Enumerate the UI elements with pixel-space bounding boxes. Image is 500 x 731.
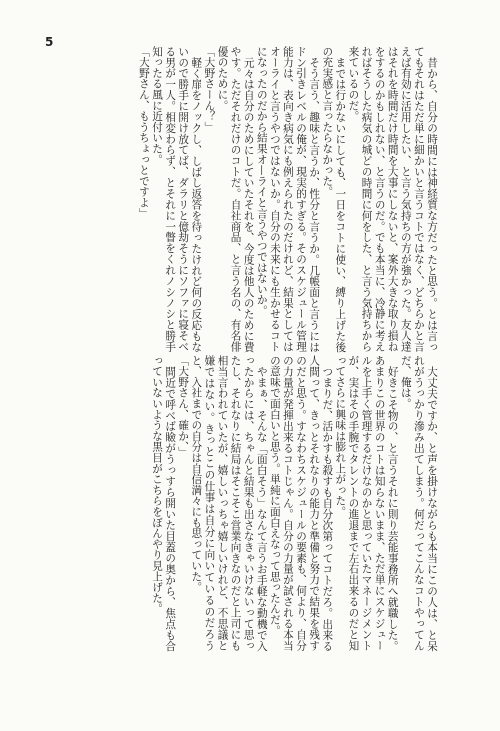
lower-paragraph: 間近で呼べば瞼がうっすら開いた目蓋の奥から、焦点も合っていないような黒目がこちらをぼんやり見上げた。: [151, 355, 177, 651]
page-number: 5: [45, 35, 54, 49]
upper-paragraph: そう言う、趣味と言うか、性分と言うか。几帳面と言うにはドン引きレベルの俺が、現実的すぎる。そのスケジュール管理能力は、表向き病気にも例えられたのだけれど、結果としてはオーライと言うやつではないか。自分の未来にも生かせるコトになったのだから結果オ—ライと言うやつではないか。: [255, 46, 321, 352]
upper-paragraph: 昔から、自分の時間には神経質な方だったと思う。とは言ってもそれはただ単に細かいと言うコトではなく、どちらかと言えば有効に活用したい、と言う気持ちの方が強かった。友人達はそれを時間だけ時間を大事にしないと、案外大きな取り損ねをするのかもしれない、と言うのだ。でも本当に、冷静に考えればそうした病気の城どの時間に何をした、と言う気持ちから来ているのだ。: [347, 46, 438, 352]
lower-paragraph: 好きこそ物の、と言うそれに則り芸能事務所へ就職した。あまりこの世界のコトは知らないまま、ただ単にスケジュールを上手く管理するだけなのかと思っていたマネージメントが、実はその手腕でタレントの進退まで左右出来るのだと知ってさらに興味は膨れ上がった。: [334, 355, 399, 651]
lower-dialogue-line: 「大野さん、確か、」: [177, 355, 190, 458]
lower-paragraph: やまぁ、そんな「面白そう」なんて言うお手軽な動機で入ったからには、ちゃんと結果も出さなきゃいけないって思ったし、それなりに結局はそこそこ営業向きなのだと上司にも相当言われていたが、嬉しいっちゃ嬉しいけれど、不思議と嫌ではない。きっとこの仕事は自分に向いているのだろうと、入社までの自分は自信満々にも思っていた。: [190, 355, 268, 651]
upper-dialogue-line: 「大野さーん？」: [203, 46, 216, 133]
lower-paragraph: 大丈夫ですか、と声を掛けながらも本当にこの人は、と呆れがうっかり滲み出てしまう。何だってこんなコトやってんだ、俺は。: [399, 355, 438, 651]
upper-paragraph: 元々は自分のためにしていたそれを、今度は他人のために費やす。ただそれだけのコトだ。自社商品、と言う名の、有名俳優のために。: [216, 46, 255, 352]
upper-paragraph: 軽く扉をノックし、しばし返答を待ったけれど何の反応もないので勝手に開け放てば、ダラリと億劫そうにソファに寝そべる男が一人。相変わらず、とそれに一瞥をくれノシノシと勝手知ったる風に近付いた。: [151, 46, 203, 352]
upper-dialogue-line: 「大野さん、もうちょっとですよ」: [137, 46, 150, 219]
upper-paragraph: までは行かないにしても、一日をコトに使い、縛り上げた後の充実感と言ったらなかった。: [321, 46, 347, 352]
lower-text-block: [67, 355, 438, 651]
upper-text-block: [67, 46, 438, 352]
lower-paragraph: つまりだ、活かすも殺すも自分次第ってコトだろ。出来る人間って、きっとそれなりの能力と準備と努力で結果を残すのだと思う。すなわちスケジュールの要素も、何より、自分の力量が発揮出来るコトじゃん。自分の力量が試される本当の意味で面白いと思う。単純に面白えなって思ったんだ。: [268, 355, 334, 651]
